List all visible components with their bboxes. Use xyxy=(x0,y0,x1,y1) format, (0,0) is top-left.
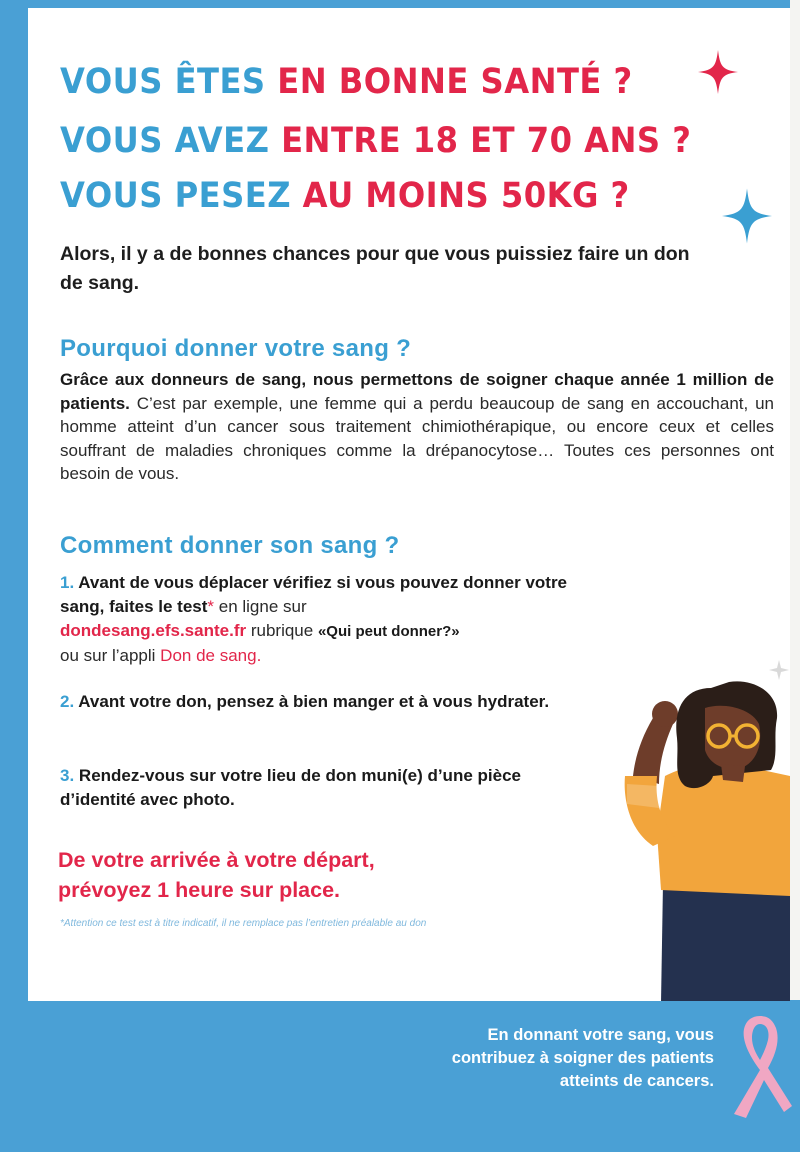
content-panel xyxy=(28,8,790,1001)
how-title: Comment donner son sang ? xyxy=(60,532,400,559)
headline-3-red: AU MOINS 50KG xyxy=(302,176,599,216)
why-title: Pourquoi donner votre sang ? xyxy=(60,335,412,362)
sparkle-blue-icon xyxy=(722,188,772,244)
step-3-number: 3. xyxy=(60,766,75,785)
headline-3-blue: VOUS PESEZ xyxy=(60,176,303,216)
efs-website-link[interactable]: dondesang.efs.sante.fr xyxy=(60,621,247,640)
pink-ribbon-icon xyxy=(728,1010,792,1120)
sparkle-red-icon xyxy=(698,50,738,94)
why-text: C’est par exemple, une femme qui a perdu beaucoup de sang en accouchant, un homme atteint d’un cancer sous traitement chimiothérapique, ou encore ceux et celles souffrant de maladies chroniques comme la drépanocytose… Toutes ces personnes ont besoin de vous. xyxy=(60,393,774,483)
step-2-text: Avant votre don, pensez à bien manger et à vous hydrater. xyxy=(74,692,550,711)
headline-1-blue: VOUS ÊTES xyxy=(60,62,278,102)
headline-1-red: EN BONNE SANTÉ xyxy=(277,62,602,102)
headline-line-1 xyxy=(60,62,633,102)
page-edge xyxy=(790,0,800,1000)
step-3 xyxy=(60,764,580,812)
headline-line-3 xyxy=(60,176,630,216)
step-3-text: Rendez-vous sur votre lieu de don muni(e) d’une pièce d’identité avec photo. xyxy=(60,766,521,809)
headline-2-red: ENTRE 18 ET 70 ANS xyxy=(281,121,661,161)
step-1-asterisk: * xyxy=(207,597,215,616)
bottom-banner-text: En donnant votre sang, vous contribuez à soigner des patients atteints de cancers. xyxy=(451,1026,714,1090)
intro-text: Alors, il y a de bonnes chances pour que vous puissiez faire un don de sang. xyxy=(60,243,690,294)
closing-line-1: De votre arrivée à votre départ, xyxy=(58,848,375,872)
why-paragraph xyxy=(60,368,774,486)
why-bold: Grâce aux donneurs de sang, nous permettons de soigner chaque année 1 million de patients. xyxy=(60,370,774,413)
step-2 xyxy=(60,690,580,714)
step-1 xyxy=(60,571,580,668)
app-name: Don de sang. xyxy=(160,646,262,665)
headline-2-blue: VOUS AVEZ xyxy=(60,121,282,161)
step-1-bold: Avant de vous déplacer vérifiez si vous pouvez donner votre sang, faites le test xyxy=(60,573,568,616)
step-1-quote: «Qui peut donner?» xyxy=(317,623,460,640)
closing-message xyxy=(58,845,375,905)
step-1-text-1: en ligne sur xyxy=(214,597,307,616)
headline-2-mark: ? xyxy=(660,121,692,161)
headline-line-2 xyxy=(60,121,691,161)
step-1-number: 1. xyxy=(60,573,75,592)
headline-3-mark: ? xyxy=(598,176,630,216)
footnote: *Attention ce test est à titre indicatif, il ne remplace pas l’entretien préalable au don xyxy=(60,918,427,929)
step-2-number: 2. xyxy=(60,692,75,711)
step-1-text-2: rubrique xyxy=(246,621,318,640)
woman-flexing-illustration xyxy=(593,658,790,1001)
closing-line-2: prévoyez 1 heure sur place. xyxy=(58,878,341,902)
step-1-text-3: ou sur l’appli xyxy=(60,646,161,665)
headline-1-mark: ? xyxy=(601,62,633,102)
